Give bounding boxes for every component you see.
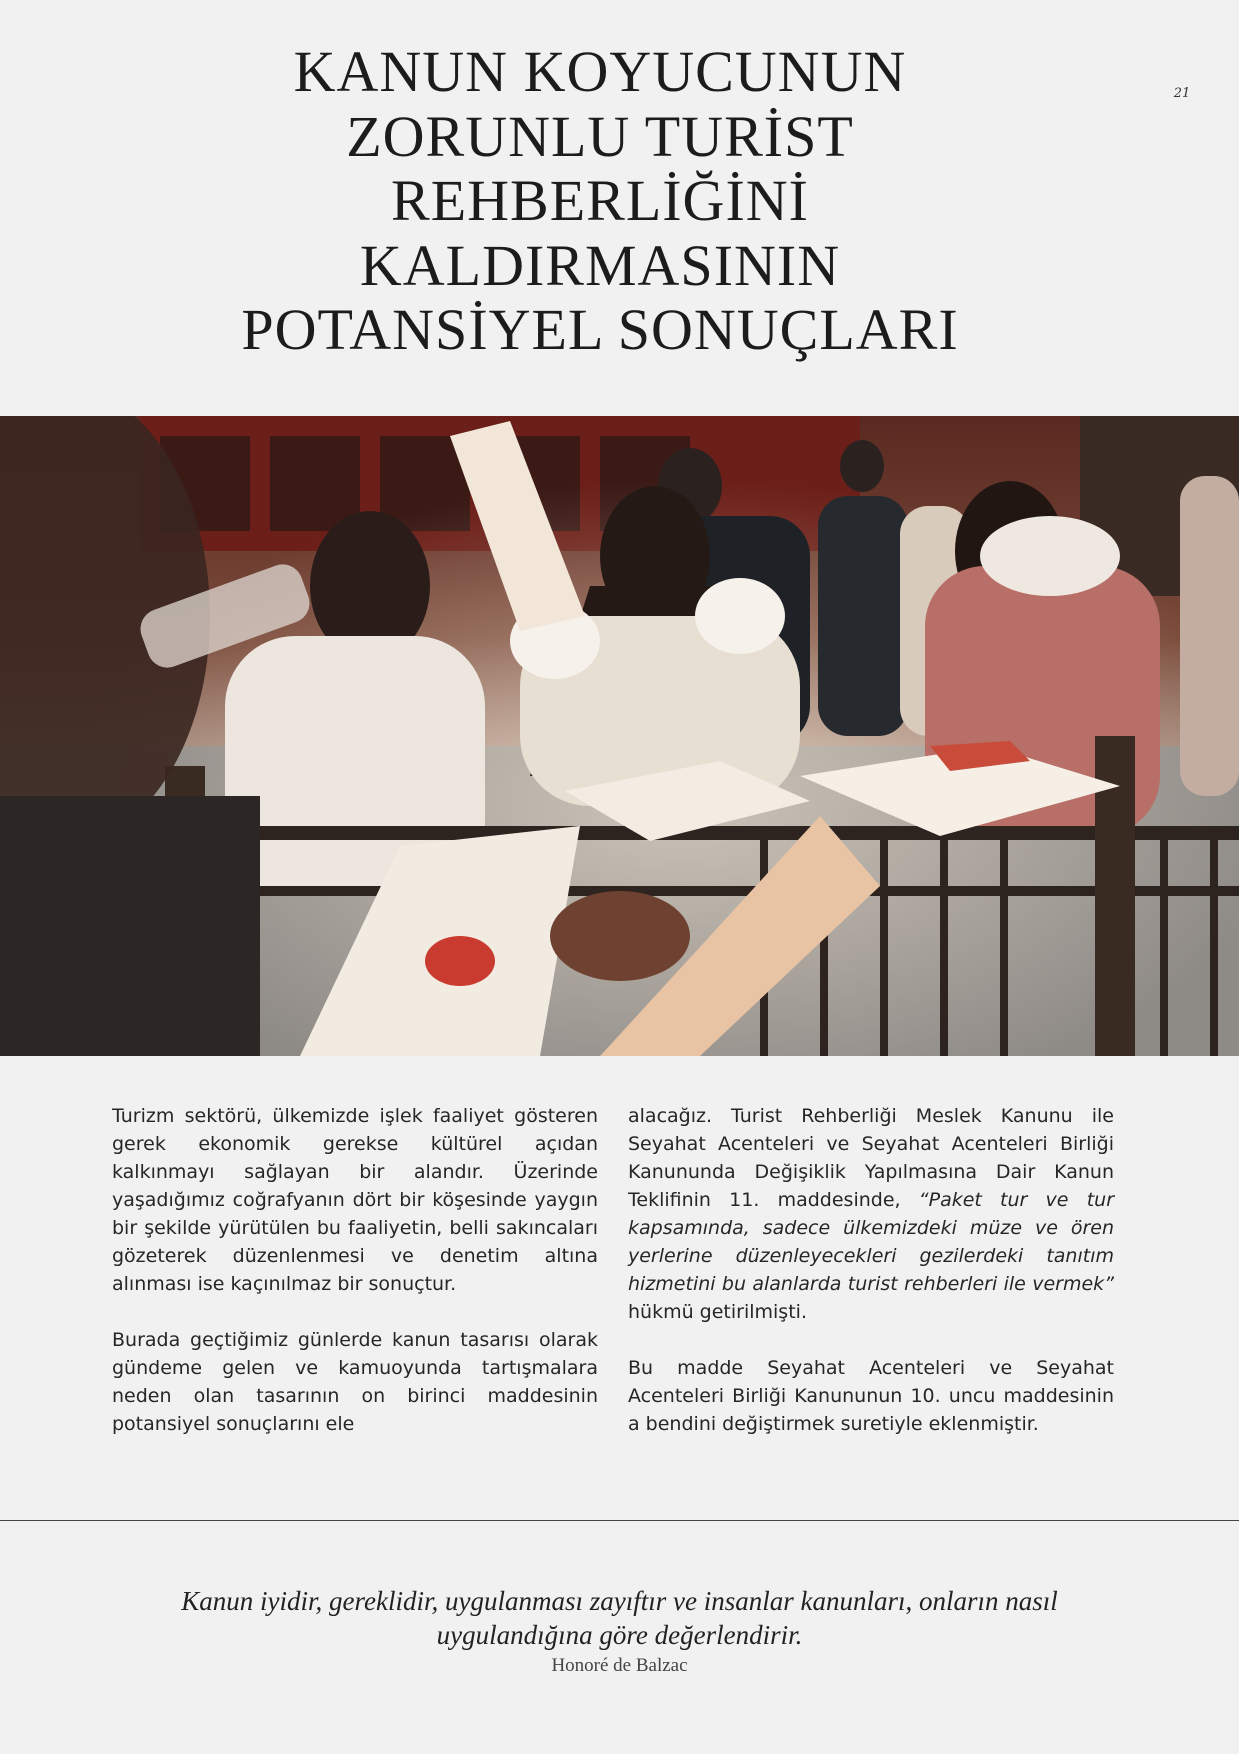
title-line: REHBERLİĞİNİ (391, 168, 809, 233)
article-paragraph: Bu madde Seyahat Acenteleri ve Seyahat Acenteleri Birliği Kanununun 10. uncu maddesinin a bendini değiştirmek suretiyle eklenmiştir. (628, 1357, 1114, 1435)
article-paragraph: Turizm sektörü, ülkemizde işlek faaliyet gösteren gerek ekonomik gerekse kültürel açıdan kalkınmayı sağlayan bir alandır. Üzerinde yaşadığımız coğrafyanın dört bir köşesinde yaygın bir şekilde yürütülen bu faaliyetin, belli sakıncaları gözeterek düzenlenmesi ve denetim altına alınması ise kaçınılmaz bir sonuçtur. (112, 1105, 598, 1295)
title-line: ZORUNLU TURİST (346, 103, 854, 169)
title-line: KANUN KOYUCUNUN (293, 39, 907, 104)
article-title (160, 40, 1040, 363)
pull-quote: Kanun iyidir, gereklidir, uygulanması zayıftır ve insanlar kanunları, onların nasıl uygulandığına göre değerlendirir. (181, 1586, 1058, 1650)
title-line: POTANSİYEL SONUÇLARI (241, 297, 959, 362)
quote-author: Honoré de Balzac (551, 1655, 688, 1676)
title-line: KALDIRMASININ (359, 232, 841, 298)
article-left-column (112, 1102, 598, 1438)
tourists-reading-guidebooks-photo (0, 416, 1239, 1056)
section-divider (0, 1520, 1239, 1521)
article-right-column (628, 1102, 1114, 1438)
page-number: 21 (1173, 86, 1191, 101)
paragraph-text: alacağız. Turist Rehberliği Meslek Kanunu ile Seyahat Acenteleri ve Seyahat Acenteleri Birliği Kanununda Değişiklik Yapılmasına Dair Kanun Teklifinin 11. maddesinde, (628, 1105, 1114, 1211)
law-quote-text: “Paket tur ve tur kapsamında, sadece ülkemizdeki müze ve ören yerlerine düzenleyecekleri gezilerdeki tanıtım hizmetini bu alanlarda turist rehberleri ile vermek” (628, 1189, 1115, 1295)
paragraph-text: hükmü getirilmişti. (628, 1301, 807, 1323)
article-paragraph (628, 1102, 1114, 1326)
article-paragraph: Burada geçtiğimiz günlerde kanun tasarısı olarak gündeme gelen ve kamuoyunda tartışmalara neden olan tasarının on birinci maddesinin potansiyel sonuçlarını ele (112, 1329, 598, 1435)
